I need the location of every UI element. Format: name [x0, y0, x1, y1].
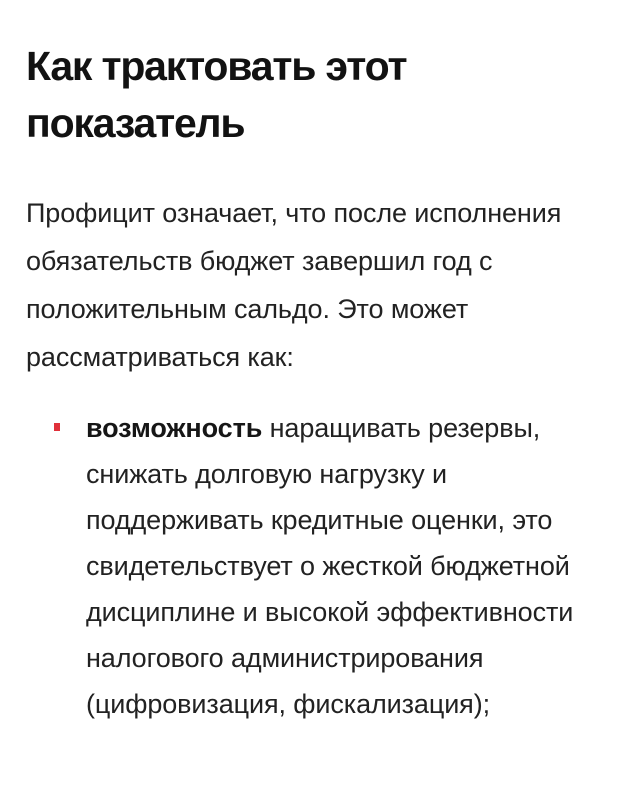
article [26, 38, 622, 727]
bullet-list [26, 405, 622, 727]
bullet-body-text: наращивать резервы, снижать долговую нагрузку и поддерживать кредитные оценки, это свидетельствует о жесткой бюджетной дисциплине и высокой эффективности налогового администрирования (цифровизация, фискализация); [86, 413, 574, 719]
article-heading: Как трактовать этот показатель [26, 43, 407, 146]
red-square-bullet-icon [54, 423, 60, 431]
article-intro-paragraph: Профицит означает, что после исполнения обязательств бюджет завершил год с положительным сальдо. Это может рассматриваться как: [26, 198, 562, 372]
bullet-lead-text: возможность [86, 413, 263, 443]
bullet-item [26, 405, 622, 727]
